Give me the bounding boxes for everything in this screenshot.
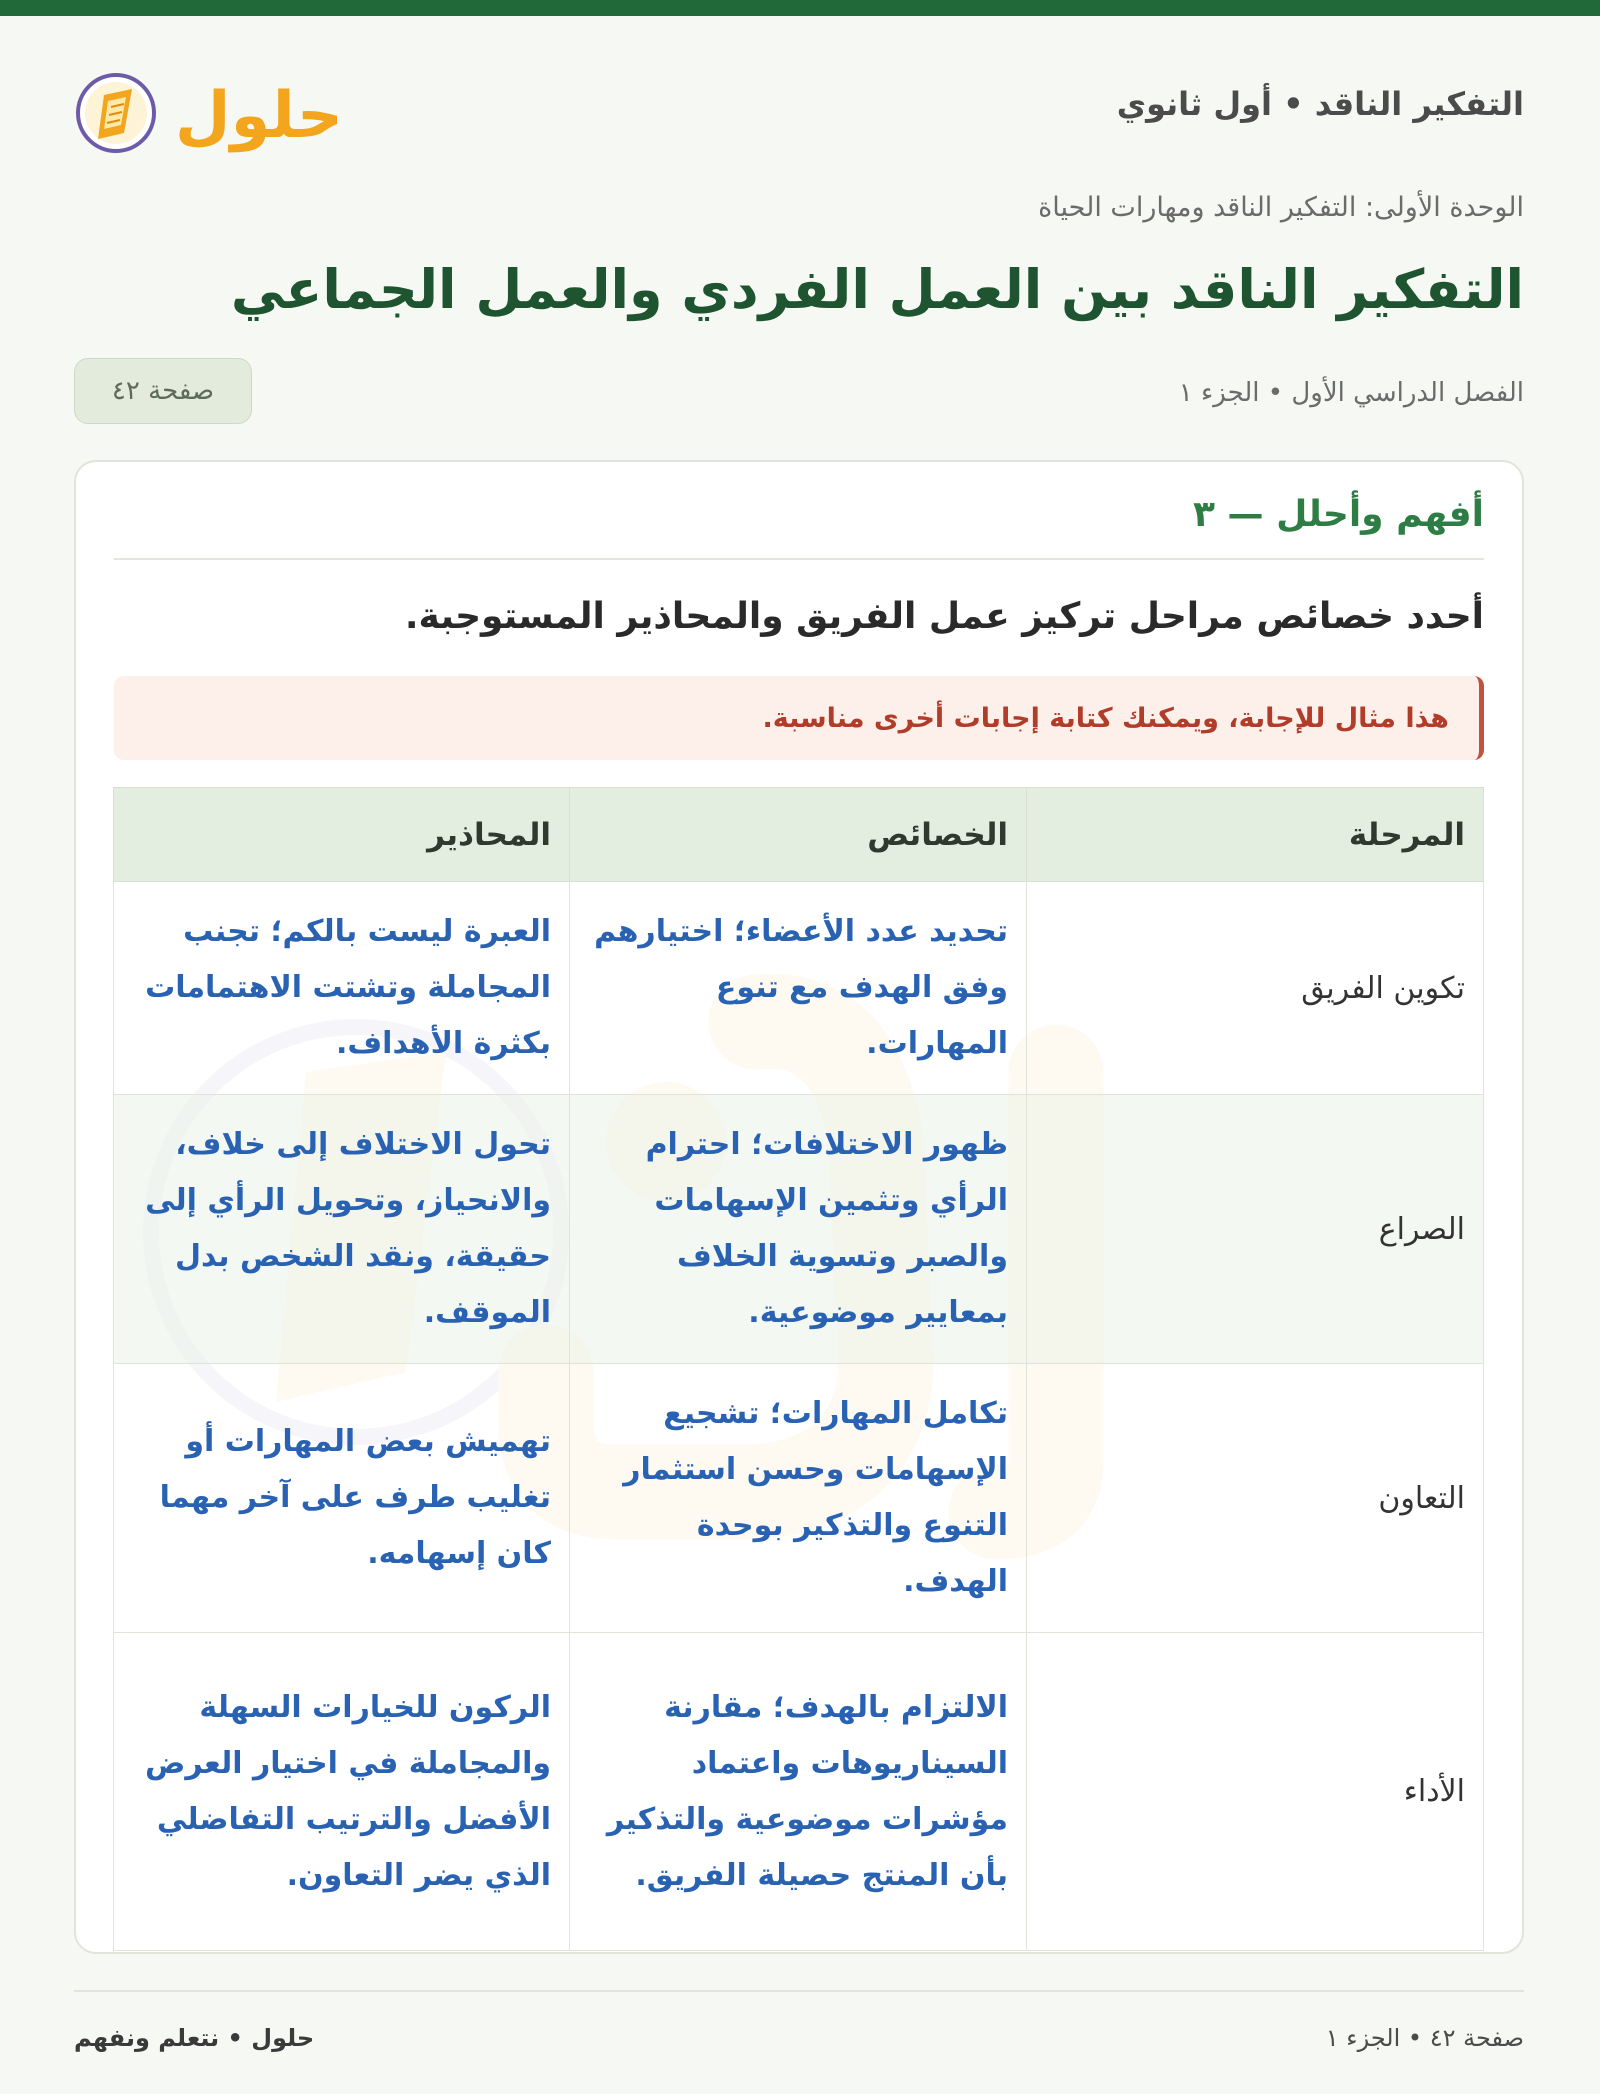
stage-cell: تكوين الفريق bbox=[1027, 882, 1484, 1095]
warnings-cell: تحول الاختلاف إلى خلاف، والانحياز، وتحويل الرأي إلى حقيقة، ونقد الشخص بدل الموقف. bbox=[114, 1095, 570, 1364]
traits-cell: تكامل المهارات؛ تشجيع الإسهامات وحسن استثمار التنوع والتذكير بوحدة الهدف. bbox=[570, 1364, 1027, 1633]
semester-label: الفصل الدراسي الأول • الجزء ١ bbox=[1178, 378, 1524, 408]
column-header-warnings: المحاذير bbox=[114, 788, 570, 882]
stage-cell: الصراع bbox=[1027, 1095, 1484, 1364]
footer-divider bbox=[74, 1990, 1524, 1992]
course-title: التفكير الناقد • أول ثانوي bbox=[1116, 85, 1524, 123]
hulul-logo[interactable] bbox=[74, 55, 354, 165]
stage-cell: التعاون bbox=[1027, 1364, 1484, 1633]
stages-table bbox=[113, 787, 1484, 1951]
table-row bbox=[114, 882, 1484, 1095]
logo-wordmark: حلول bbox=[175, 79, 343, 153]
footer-brand: حلول • نتعلم ونفهم bbox=[74, 2024, 315, 2052]
table-row bbox=[114, 1633, 1484, 1951]
page-title: التفكير الناقد بين العمل الفردي والعمل الجماعي bbox=[230, 258, 1524, 321]
warnings-cell: الركون للخيارات السهلة والمجاملة في اختيار العرض الأفضل والترتيب التفاضلي الذي يضر التعاون. bbox=[114, 1633, 570, 1951]
warnings-cell: تهميش بعض المهارات أو تغليب طرف على آخر مهما كان إسهامه. bbox=[114, 1364, 570, 1633]
page-number-badge: صفحة ٤٢ bbox=[74, 358, 252, 424]
warnings-cell: العبرة ليست بالكم؛ تجنب المجاملة وتشتت الاهتمامات بكثرة الأهداف. bbox=[114, 882, 570, 1095]
table-row bbox=[114, 1095, 1484, 1364]
stage-cell: الأداء bbox=[1027, 1633, 1484, 1951]
footer-page-info: صفحة ٤٢ • الجزء ١ bbox=[1325, 2024, 1524, 2052]
page-header bbox=[74, 55, 1524, 165]
top-accent-bar bbox=[0, 0, 1600, 16]
answer-note bbox=[114, 676, 1484, 760]
column-header-traits: الخصائص bbox=[570, 788, 1027, 882]
answer-card bbox=[74, 460, 1524, 1954]
answer-note-text: هذا مثال للإجابة، ويمكنك كتابة إجابات أخرى مناسبة. bbox=[762, 702, 1449, 734]
question-text: أحدد خصائص مراحل تركيز عمل الفريق والمحاذير المستوجبة. bbox=[404, 596, 1484, 637]
traits-cell: ظهور الاختلافات؛ احترام الرأي وتثمين الإسهامات والصبر وتسوية الخلاف بمعايير موضوعية. bbox=[570, 1095, 1027, 1364]
column-header-stage: المرحلة bbox=[1027, 788, 1484, 882]
traits-cell: الالتزام بالهدف؛ مقارنة السيناريوهات واعتماد مؤشرات موضوعية والتذكير بأن المنتج حصيلة الفريق. bbox=[570, 1633, 1027, 1951]
section-heading: أفهم وأحلل — ٣ bbox=[114, 494, 1484, 560]
table-header-row bbox=[114, 788, 1484, 882]
table-row bbox=[114, 1364, 1484, 1633]
traits-cell: تحديد عدد الأعضاء؛ اختيارهم وفق الهدف مع تنوع المهارات. bbox=[570, 882, 1027, 1095]
unit-label: الوحدة الأولى: التفكير الناقد ومهارات الحياة bbox=[1038, 192, 1524, 223]
